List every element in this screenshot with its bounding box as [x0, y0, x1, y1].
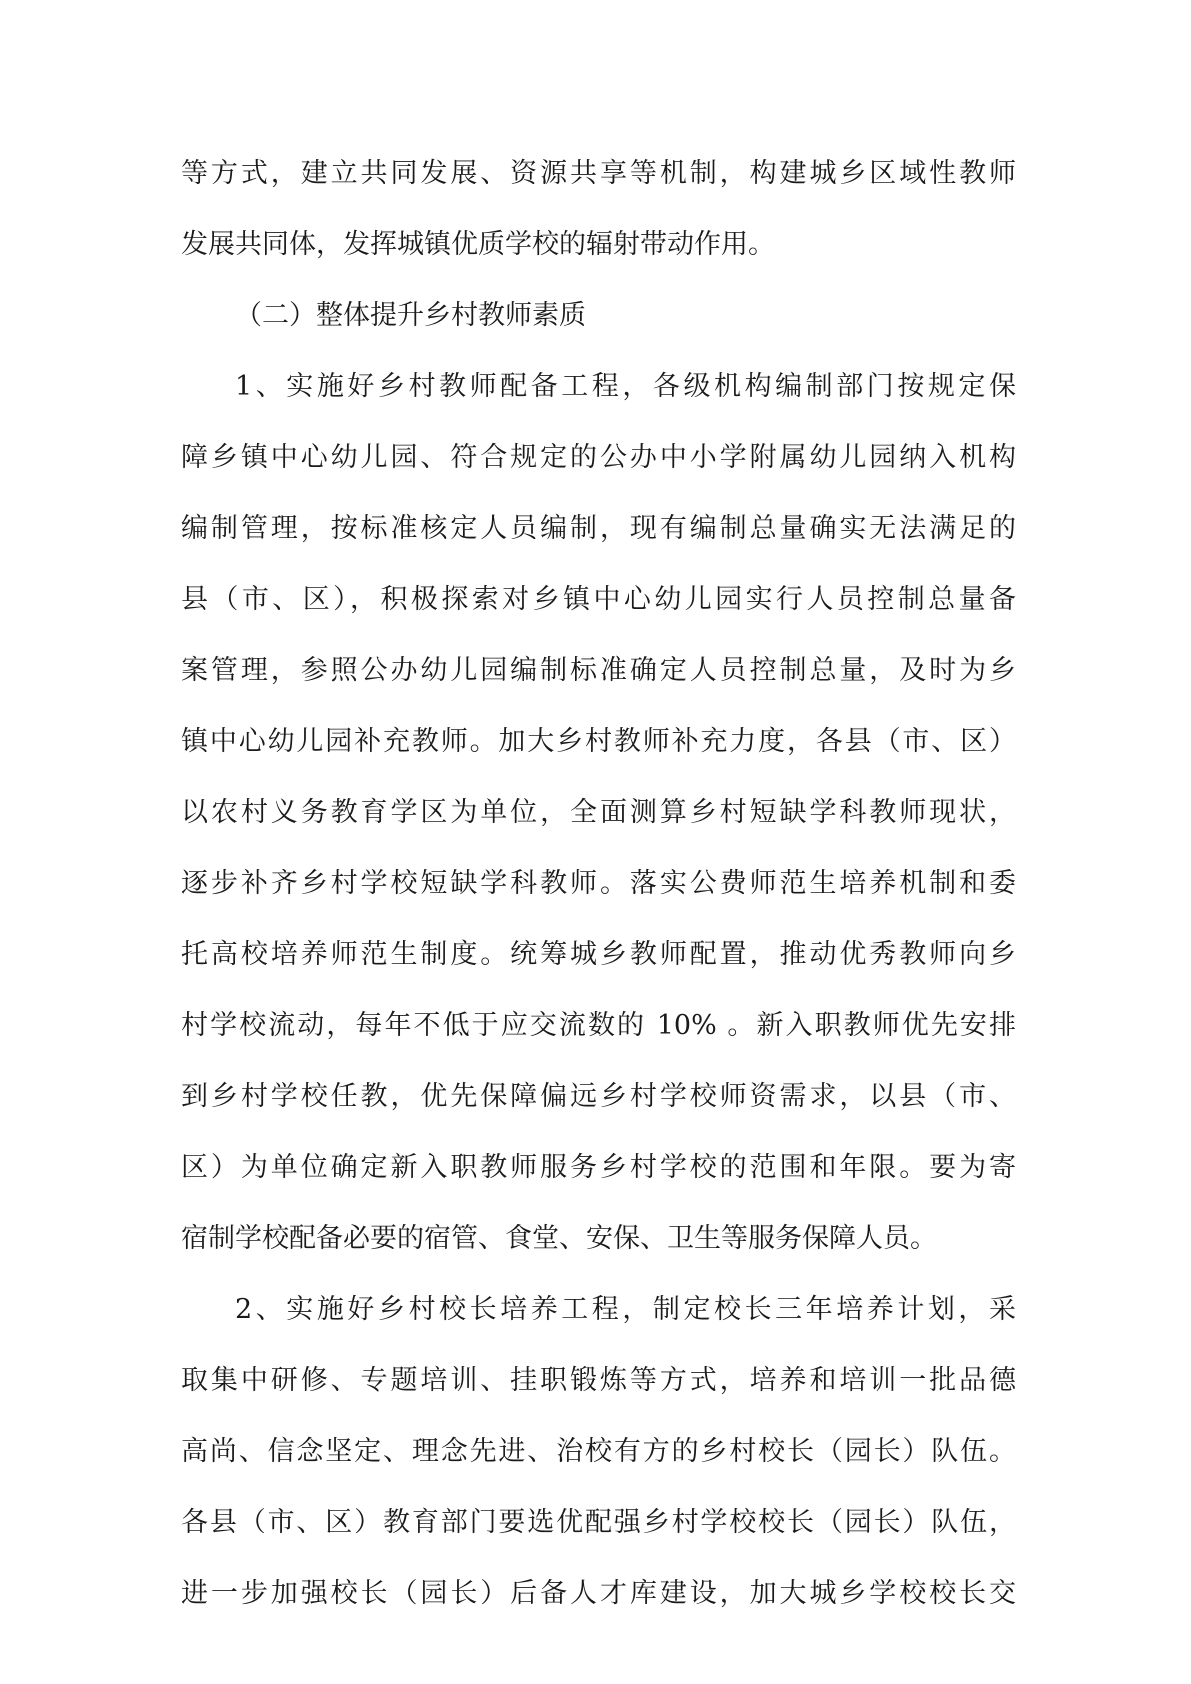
text-line: 取集中研修、专题培训、挂职锻炼等方式，培养和培训一批品德	[181, 1365, 1016, 1396]
text-line: 托高校培养师范生制度。统筹城乡教师配置，推动优秀教师向乡	[181, 939, 1016, 970]
text-line: 逐步补齐乡村学校短缺学科教师。落实公费师范生培养机制和委	[181, 868, 1016, 899]
text-line: 以农村义务教育学区为单位，全面测算乡村短缺学科教师现状，	[181, 797, 1016, 828]
text-line: 到乡村学校任教，优先保障偏远乡村学校师资需求，以县（市、	[181, 1081, 1016, 1112]
text-line: 宿制学校配备必要的宿管、食堂、安保、卫生等服务保障人员。	[181, 1223, 937, 1254]
text-line: 镇中心幼儿园补充教师。加大乡村教师补充力度，各县（市、区）	[181, 726, 1016, 757]
text-line: 案管理，参照公办幼儿园编制标准确定人员控制总量，及时为乡	[181, 655, 1016, 686]
text-line: 2、实施好乡村校长培养工程，制定校长三年培养计划，采	[235, 1294, 1016, 1325]
text-line: 1、实施好乡村教师配备工程，各级机构编制部门按规定保	[235, 371, 1016, 402]
paragraph-2	[181, 351, 1016, 1274]
paragraph-1	[181, 138, 1016, 280]
text-line: 各县（市、区）教育部门要选优配强乡村学校校长（园长）队伍，	[181, 1507, 1016, 1538]
text-line: 县（市、区），积极探索对乡镇中心幼儿园实行人员控制总量备	[181, 584, 1016, 615]
text-line: 障乡镇中心幼儿园、符合规定的公办中小学附属幼儿园纳入机构	[181, 442, 1016, 473]
text-line: 区）为单位确定新入职教师服务乡村学校的范围和年限。要为寄	[181, 1152, 1016, 1183]
text-line: 编制管理，按标准核定人员编制，现有编制总量确实无法满足的	[181, 513, 1016, 544]
paragraph-3	[181, 1274, 1016, 1629]
text-line: 发展共同体，发挥城镇优质学校的辐射带动作用。	[181, 229, 775, 260]
text-line: 等方式，建立共同发展、资源共享等机制，构建城乡区域性教师	[181, 158, 1016, 189]
text-line: 进一步加强校长（园长）后备人才库建设，加大城乡学校校长交	[181, 1578, 1016, 1609]
section-heading: （二）整体提升乡村教师素质	[235, 300, 586, 331]
text-line: 高尚、信念坚定、理念先进、治校有方的乡村校长（园长）队伍。	[181, 1436, 1016, 1467]
document-body	[181, 138, 1016, 1629]
text-line: 村学校流动，每年不低于应交流数的 10% 。新入职教师优先安排	[181, 1010, 1016, 1041]
